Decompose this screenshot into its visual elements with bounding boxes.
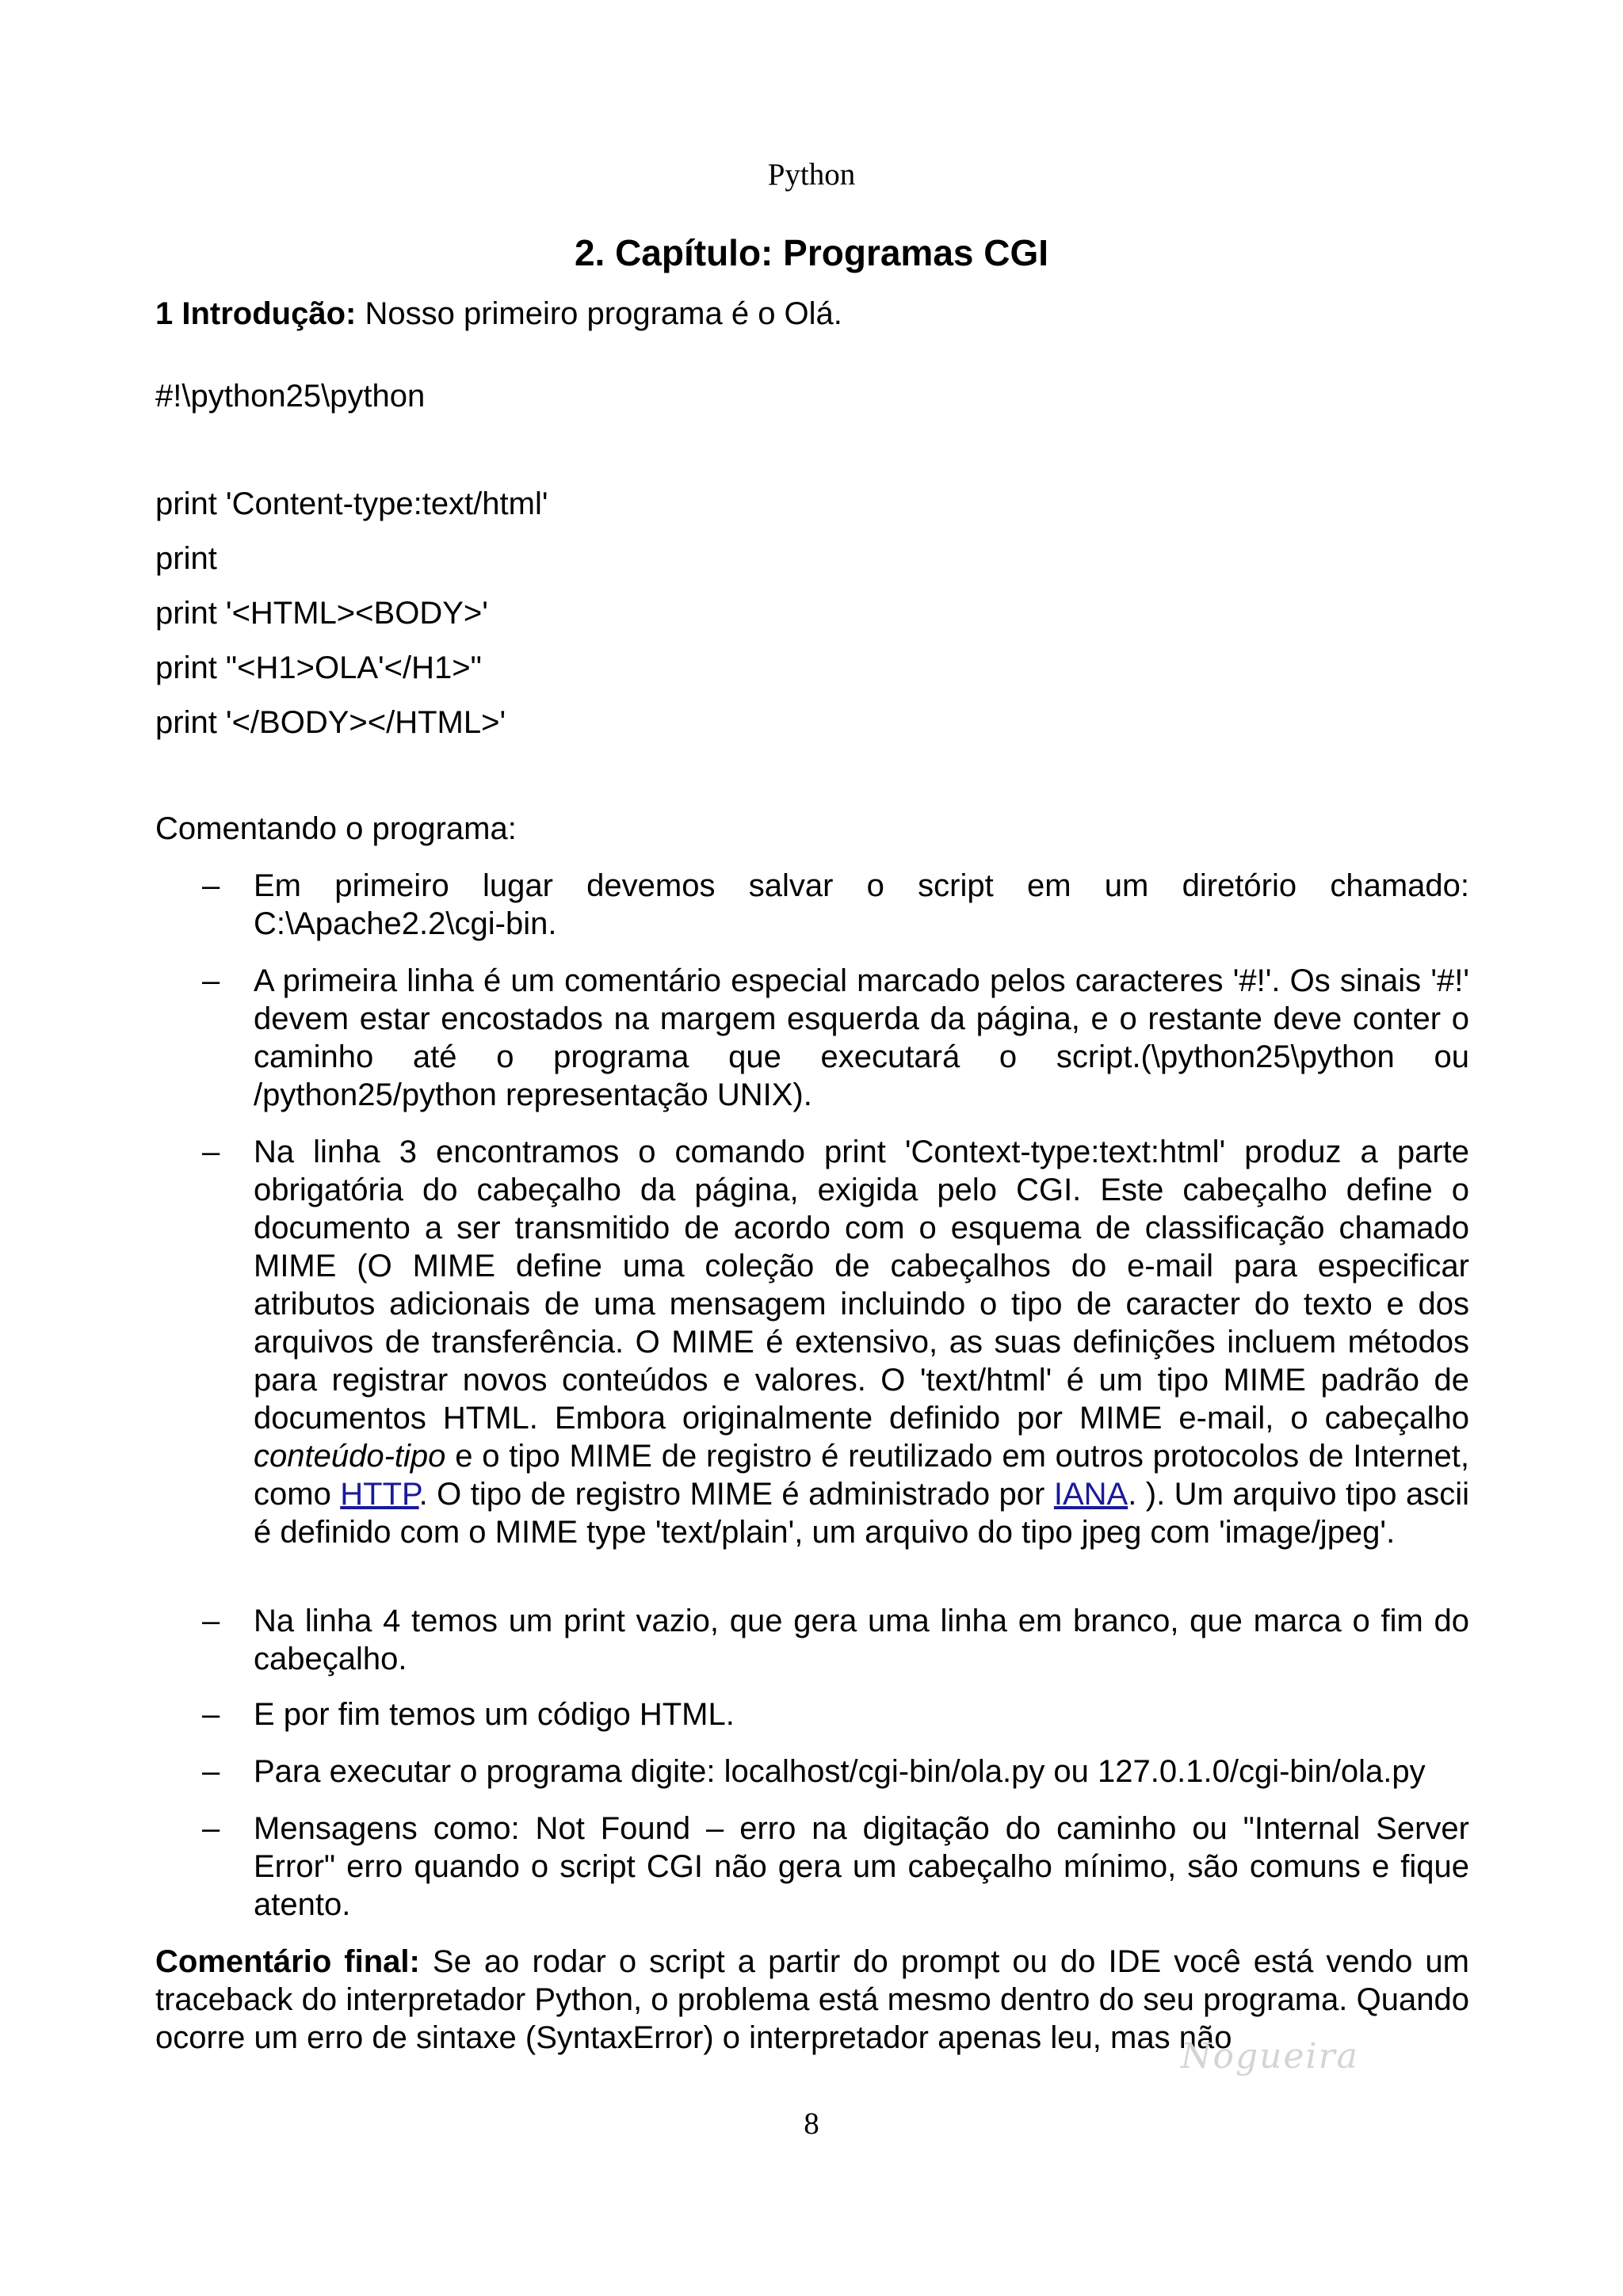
code-line-content-type: print 'Content-type:text/html': [155, 486, 548, 521]
dash-icon: –: [202, 1754, 220, 1789]
bullet-text-run-program: Para executar o programa digite: localhost/cgi-bin/ola.py ou 127.0.1.0/cgi-bin/ola.py: [254, 1754, 1426, 1789]
dash-icon: –: [202, 1811, 220, 1846]
code-listing: [155, 0, 1265, 871]
dash-icon: –: [202, 963, 220, 998]
mime-text-part4: . ). Um arquivo tipo ascii é definido com o MIME type 'text/plain', um arquivo do tipo jpeg com 'image/jpeg'.: [254, 1477, 1469, 1550]
iana-link[interactable]: IANA: [1053, 1477, 1128, 1512]
chapter-title: 2. Capítulo: Programas CGI: [574, 232, 1049, 273]
final-comment-text: Se ao rodar o script a partir do prompt ou do IDE você está vendo um traceback do interpretador Python, o problema está mesmo dentro do seu programa. Quando ocorre um erro de sintaxe (SyntaxError) o interpretador apenas leu, mas não: [155, 1944, 1470, 2055]
code-line-html-body: print '<HTML><BODY>': [155, 596, 488, 631]
watermark-signature: Nogueira: [1181, 2036, 1359, 2077]
dash-icon: –: [202, 1604, 220, 1638]
dash-icon: –: [202, 1697, 220, 1732]
page-number: 8: [804, 2107, 819, 2141]
comment-heading: Comentando o programa:: [155, 811, 517, 846]
code-line-h1: print "<H1>OLA'</H1>": [155, 650, 482, 685]
http-link[interactable]: HTTP: [340, 1477, 419, 1512]
bullet-text-save-script: Em primeiro lugar devemos salvar o script em um diretório chamado: C:\Apache2.2\cgi-bin.: [254, 868, 1469, 941]
code-line-close-tags: print '</BODY></HTML>': [155, 705, 506, 740]
intro-text: Nosso primeiro programa é o Olá.: [356, 296, 842, 331]
code-line-print: print: [155, 541, 217, 576]
final-comment-label: Comentário final:: [155, 1944, 420, 1979]
mime-text-part2: e o tipo MIME de registro é reutilizado em outros protocolos de Internet, como: [254, 1439, 1469, 1512]
mime-text-part3: . O tipo de registro MIME é administrado por: [418, 1477, 1054, 1512]
mime-italic-term: conteúdo-tipo: [254, 1439, 446, 1474]
bullet-text-html-code: E por fim temos um código HTML.: [254, 1697, 735, 1732]
bullet-text-empty-print: Na linha 4 temos um print vazio, que gera uma linha em branco, que marca o fim do cabeçalho.: [254, 1604, 1469, 1676]
dash-icon: –: [202, 868, 220, 903]
bullet-text-shebang: A primeira linha é um comentário especial marcado pelos caracteres '#!'. Os sinais '#!' devem estar encostados na margem esquerda da página, e o restante deve conter o caminho até o programa que executará o script.(\python25\python ou /python25/python representação UNIX).: [254, 963, 1469, 1112]
intro-label: 1 Introdução:: [155, 296, 357, 331]
mime-text-part1: Na linha 3 encontramos o comando print 'Context-type:text:html' produz a parte obrigatória do cabeçalho da página, exigida pelo CGI. Este cabeçalho define o documento a ser transmitido de acordo com o esquema de classificação chamado MIME (O MIME define uma coleção de cabeçalhos do e-mail para especificar atributos adicionais de uma mensagem incluindo o tipo de caracter do texto e dos arquivos de transferência. O MIME é extensivo, as suas definições incluem métodos para registrar novos conteúdos e valores. O 'text/html' é um tipo MIME padrão de documentos HTML. Embora originalmente definido por MIME e-mail, o cabeçalho: [254, 1135, 1469, 1436]
bullet-text-error-messages: Mensagens como: Not Found – erro na digitação do caminho ou "Internal Server Error" erro quando o script CGI não gera um cabeçalho mínimo, são comuns e fique atento.: [254, 1811, 1469, 1922]
bullet-text-mime: [254, 1133, 1469, 1551]
code-line-shebang: #!\python25\python: [155, 379, 426, 414]
running-header: Python: [767, 158, 856, 192]
dash-icon: –: [202, 1135, 220, 1169]
